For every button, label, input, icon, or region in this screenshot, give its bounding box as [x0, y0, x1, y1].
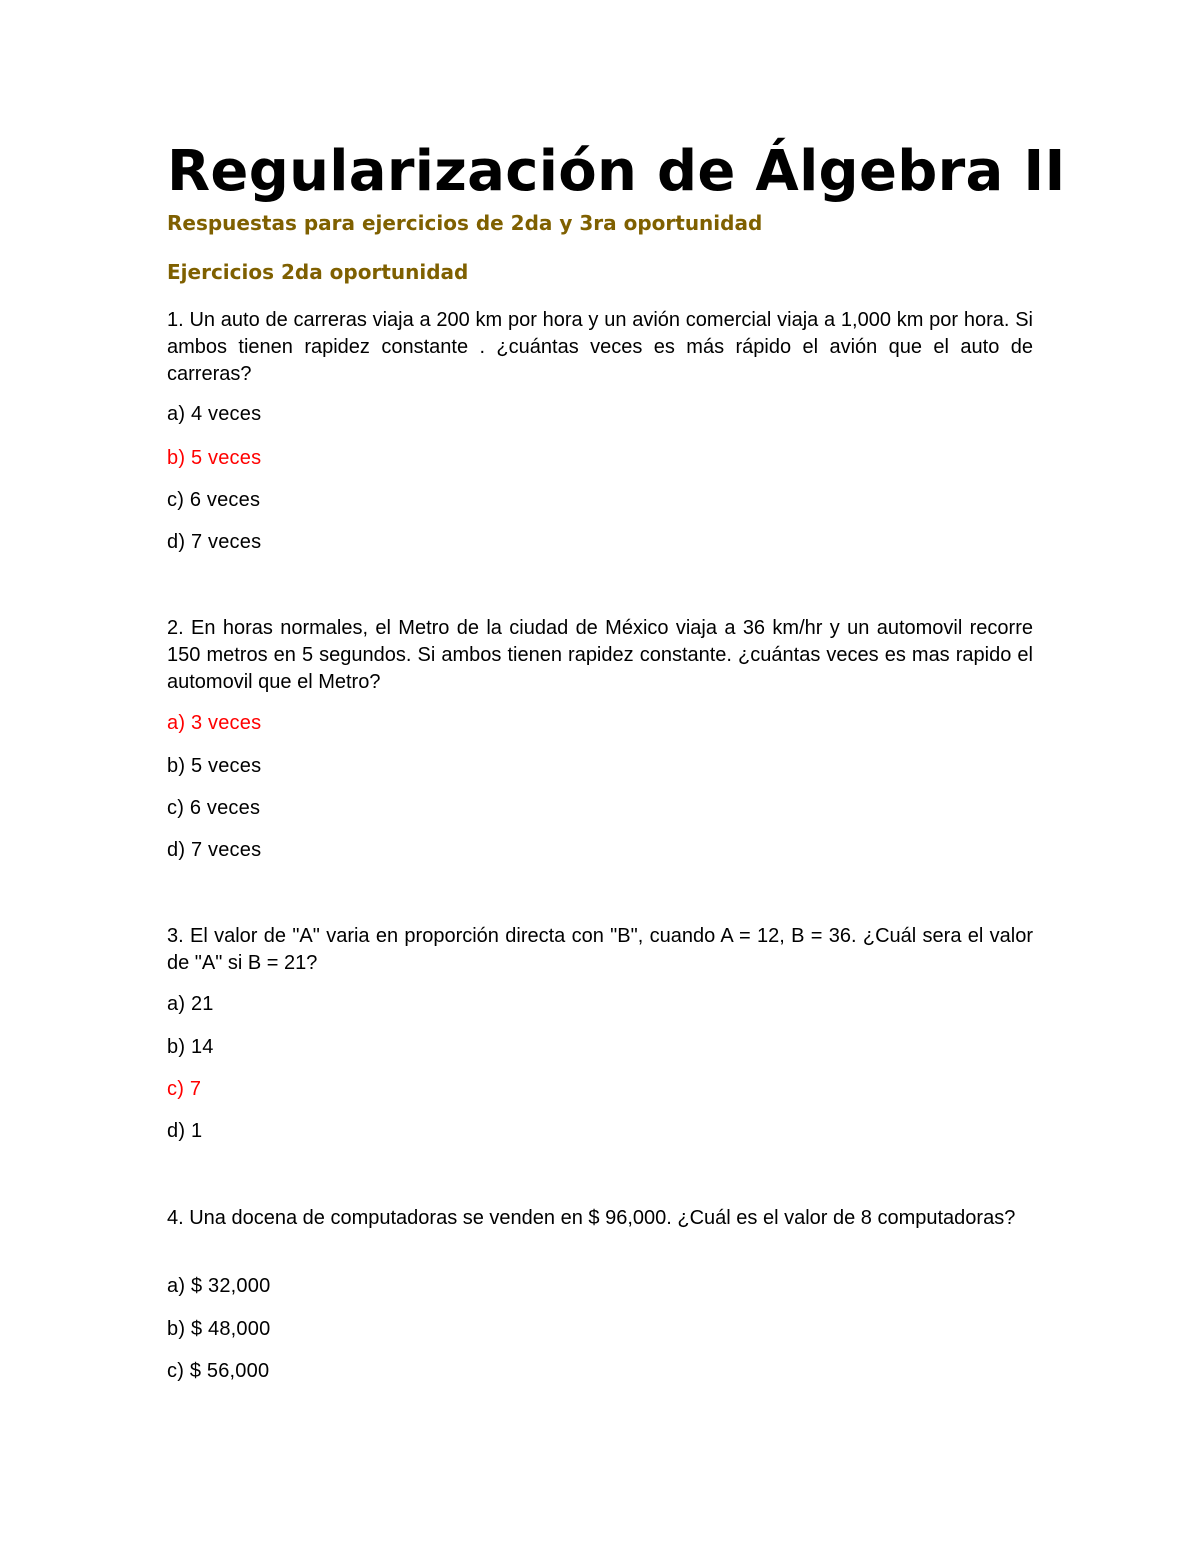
answer-option: c) 6 veces — [167, 797, 261, 819]
answer-option: a) 4 veces — [167, 403, 262, 425]
answer-option: d) 1 — [167, 1120, 203, 1142]
question-text: 3. El valor de "A" varia en proporción directa con "B", cuando A = 12, B = 36. ¿Cuál sera el valor de "A" si B = 21? — [167, 925, 1033, 974]
answer-option: c) 6 veces — [167, 489, 261, 511]
answer-option: c) $ 56,000 — [167, 1360, 270, 1382]
answer-option: d) 7 veces — [167, 839, 262, 861]
answer-option: c) 7 — [167, 1078, 202, 1100]
question-text: 1. Un auto de carreras viaja a 200 km por hora y un avión comercial viaja a 1,000 km por hora. Si ambos tienen rapidez constante . ¿cuántas veces es más rápido el avión que el auto de carreras? — [167, 309, 1033, 385]
answer-option: a) 21 — [167, 993, 214, 1015]
question-text: 2. En horas normales, el Metro de la ciudad de México viaja a 36 km/hr y un automovil recorre 150 metros en 5 segundos. Si ambos tienen rapidez constante. ¿cuántas veces es mas rapido el automovil que el Metro? — [167, 617, 1033, 693]
answer-option: a) 3 veces — [167, 712, 262, 734]
document-title: Regularización de Álgebra II — [167, 139, 1066, 204]
answer-option: d) 7 veces — [167, 531, 262, 553]
answer-option: b) 5 veces — [167, 755, 262, 777]
answer-option: a) $ 32,000 — [167, 1275, 271, 1297]
document-subtitle: Respuestas para ejercicios de 2da y 3ra oportunidad — [167, 211, 763, 235]
answer-option: b) $ 48,000 — [167, 1318, 271, 1340]
question-text: 4. Una docena de computadoras se venden en $ 96,000. ¿Cuál es el valor de 8 computadoras? — [167, 1207, 1016, 1229]
answer-option: b) 14 — [167, 1036, 214, 1058]
section-heading: Ejercicios 2da oportunidad — [167, 260, 469, 284]
answer-option: b) 5 veces — [167, 447, 262, 469]
